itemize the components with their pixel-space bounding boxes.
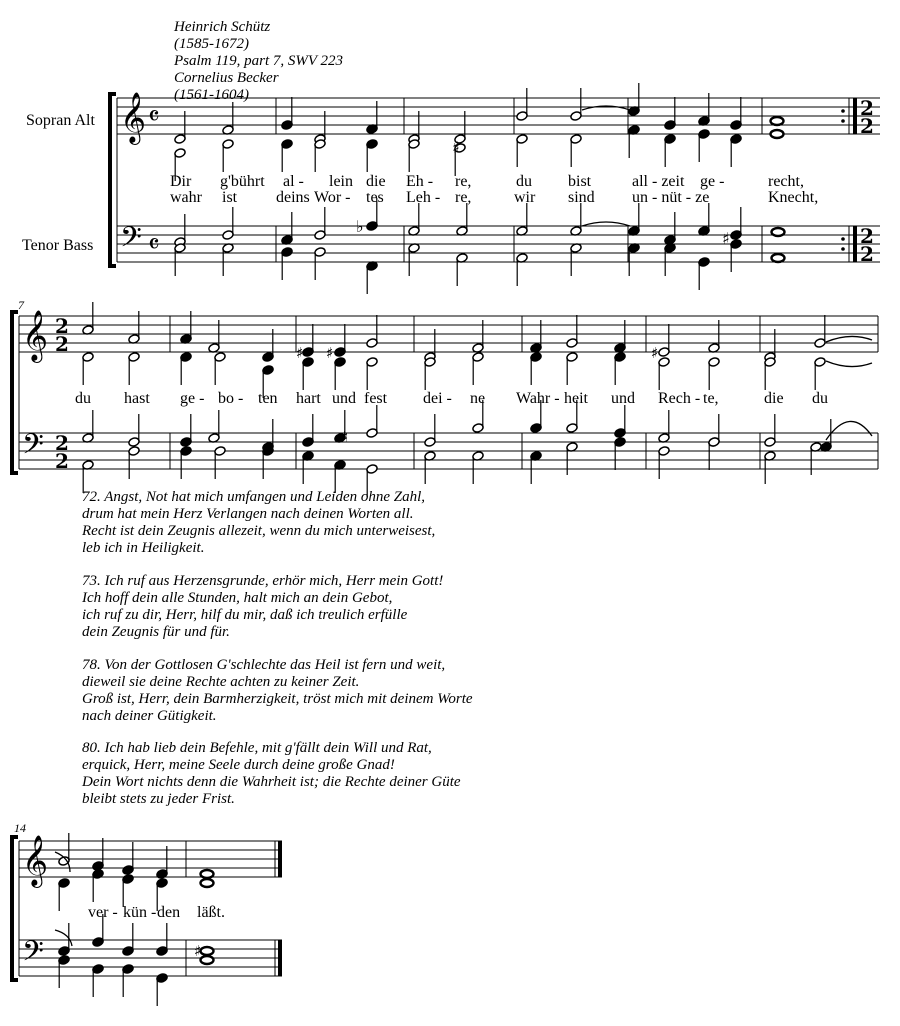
tie: [826, 361, 872, 367]
verse-line: 78. Von der Gottlosen G'schlechte das Heil ist fern und weit,: [82, 657, 446, 673]
bass-clef-icon: 𝄢: [22, 428, 44, 468]
time-signature-denominator: 2: [860, 114, 874, 138]
whole-note: [201, 956, 214, 964]
time-signature-denominator: 2: [55, 332, 69, 356]
lyric-syllable: du: [812, 390, 828, 407]
verse-line: dieweil sie deine Rechte achten zu keiner Zeit.: [82, 674, 360, 690]
lyric-syllable: ge -: [180, 390, 205, 407]
lyric-syllable: hast: [124, 390, 150, 407]
natural-icon: ♮: [343, 428, 349, 446]
lyric-syllable: bo -: [218, 390, 244, 407]
lyric-syllable: lein: [329, 173, 353, 190]
lyric-syllable: ten: [258, 390, 278, 407]
lyric-syllable: sind: [568, 189, 595, 206]
lyric-syllable: recht,: [768, 173, 804, 190]
verse-78: [82, 657, 473, 725]
system-bracket: [110, 94, 116, 266]
repeat-dot: [841, 109, 845, 113]
lyric-syllable: du: [75, 390, 91, 407]
lyric-syllable: den: [157, 904, 181, 921]
lyric-syllable: ne: [470, 390, 486, 407]
whole-note: [201, 947, 214, 955]
lyric-syllable: und: [332, 390, 356, 407]
time-signature-numerator: 2: [55, 431, 69, 455]
lyric-syllable: tes: [366, 189, 384, 206]
lyric-syllable: re,: [455, 189, 472, 206]
lyric-syllable: wahr: [170, 189, 202, 206]
time-signature-numerator: 2: [860, 96, 874, 120]
lyric-syllable: kün -: [123, 904, 157, 921]
lyric-syllable: Eh -: [406, 173, 434, 190]
lyric-syllable: du: [516, 173, 532, 190]
lyric-syllable: Wor -: [314, 189, 351, 206]
whole-note: [771, 130, 784, 138]
bass-clef-icon: 𝄢: [120, 221, 142, 261]
lyric-syllable: wir: [514, 189, 536, 206]
verse-73: [82, 573, 443, 641]
lyric-syllable: all - zeit: [632, 173, 685, 190]
slur: [826, 421, 872, 440]
lyric-syllable: ist: [222, 189, 238, 206]
part-label-upper: Sopran Alt: [26, 112, 95, 129]
lyric-syllable: die: [366, 173, 386, 190]
lyric-syllable: dei -: [423, 390, 452, 407]
measure-number-14: 14: [14, 821, 26, 835]
lyric-syllable: Knecht,: [768, 189, 819, 206]
measure-number-7: 7: [18, 298, 24, 312]
verse-line: leb ich in Heiligkeit.: [82, 540, 205, 556]
lyric-syllable: und: [611, 390, 635, 407]
common-time-icon: 𝄴: [148, 102, 160, 132]
repeat-dot: [841, 237, 845, 241]
lyric-syllable: Rech -: [658, 390, 701, 407]
bass-clef-icon: 𝄢: [22, 935, 44, 975]
verse-line: bleibt stets zu jeder Frist.: [82, 791, 235, 807]
lyric-syllable: Dir: [170, 173, 192, 190]
sharp-icon: ♯: [296, 344, 304, 362]
time-signature-denominator: 2: [55, 449, 69, 473]
lyric-syllable: bist: [568, 173, 592, 190]
whole-note: [771, 117, 784, 125]
sharp-icon: ♯: [326, 344, 334, 362]
system-bracket: [12, 312, 18, 473]
lyric-syllable: heit: [564, 390, 588, 407]
lyric-syllable: un - nüt - ze: [632, 189, 710, 206]
lyric-syllable: re,: [455, 173, 472, 190]
verse-line: ich ruf zu dir, Herr, hilf du mir, daß ich treulich erfülle: [82, 607, 408, 623]
treble-clef-icon: 𝄞: [22, 310, 49, 361]
verse-line: 72. Angst, Not hat mich umfangen und Leiden ohne Zahl,: [82, 489, 426, 505]
whole-note: [772, 254, 785, 262]
verse-line: Groß ist, Herr, dein Barmherzigkeit, tröst mich mit deinem Worte: [82, 691, 473, 707]
verse-line: Dein Wort nichts denn die Wahrheit ist; die Rechte deiner Güte: [82, 774, 461, 790]
lyric-syllable: deins: [276, 189, 310, 206]
verse-line: Recht ist dein Zeugnis allezeit, wenn du mich unterweisest,: [82, 523, 436, 539]
lyric-syllable: läßt.: [197, 904, 225, 921]
lyric-syllable: g'bührt: [220, 173, 265, 190]
repeat-dot: [841, 119, 845, 123]
tie: [582, 222, 630, 226]
poet-dates: (1561-1604): [174, 87, 249, 103]
sharp-icon: ♯: [452, 138, 460, 157]
sharp-icon: ♯: [722, 229, 730, 248]
work-title: Psalm 119, part 7, SWV 223: [174, 53, 344, 69]
system-bracket: [12, 837, 18, 980]
whole-note: [201, 879, 214, 887]
lyric-syllable: die: [764, 390, 784, 407]
verse-line: dein Zeugnis für und für.: [82, 624, 230, 640]
slur: [55, 930, 72, 946]
time-signature-numerator: 2: [55, 314, 69, 338]
sharp-icon: ♯: [194, 942, 202, 960]
treble-clef-icon: 𝄞: [22, 835, 49, 886]
verse-72: [82, 489, 435, 557]
verse-line: nach deiner Gütigkeit.: [82, 708, 217, 724]
flat-icon: ♭: [356, 217, 364, 236]
whole-note: [201, 870, 214, 878]
lyric-syllable: ge -: [700, 173, 725, 190]
common-time-icon: 𝄴: [148, 230, 160, 260]
time-signature-denominator: 2: [860, 242, 874, 266]
verse-80: [82, 740, 461, 808]
sharp-icon: ♯: [651, 344, 659, 362]
composer: Heinrich Schütz: [174, 19, 271, 35]
lyric-syllable: ver -: [88, 904, 118, 921]
lyric-syllable: fest: [364, 390, 388, 407]
time-signature-numerator: 2: [860, 224, 874, 248]
whole-note: [772, 228, 785, 236]
composer-dates: (1585-1672): [174, 36, 249, 52]
part-label-lower: Tenor Bass: [22, 237, 94, 254]
lyric-syllable: te,: [703, 390, 719, 407]
verse-line: 73. Ich ruf aus Herzensgrunde, erhör mich, Herr mein Gott!: [82, 573, 444, 589]
lyric-syllable: Wahr -: [516, 390, 560, 407]
tie: [826, 336, 872, 342]
verse-line: erquick, Herr, meine Seele durch deine große Gnad!: [82, 757, 395, 773]
verse-line: drum hat mein Herz Verlangen nach deinen Worten all.: [82, 506, 414, 522]
verse-line: Ich hoff dein alle Stunden, halt mich an dein Gebot,: [82, 590, 393, 606]
poet: Cornelius Becker: [174, 70, 279, 86]
treble-clef-icon: 𝄞: [120, 92, 147, 143]
verse-line: 80. Ich hab lieb dein Befehle, mit g'fällt dein Will und Rat,: [82, 740, 432, 756]
lyric-syllable: Leh -: [406, 189, 441, 206]
repeat-dot: [841, 247, 845, 251]
lyric-syllable: al -: [283, 173, 304, 190]
lyric-syllable: hart: [296, 390, 321, 407]
